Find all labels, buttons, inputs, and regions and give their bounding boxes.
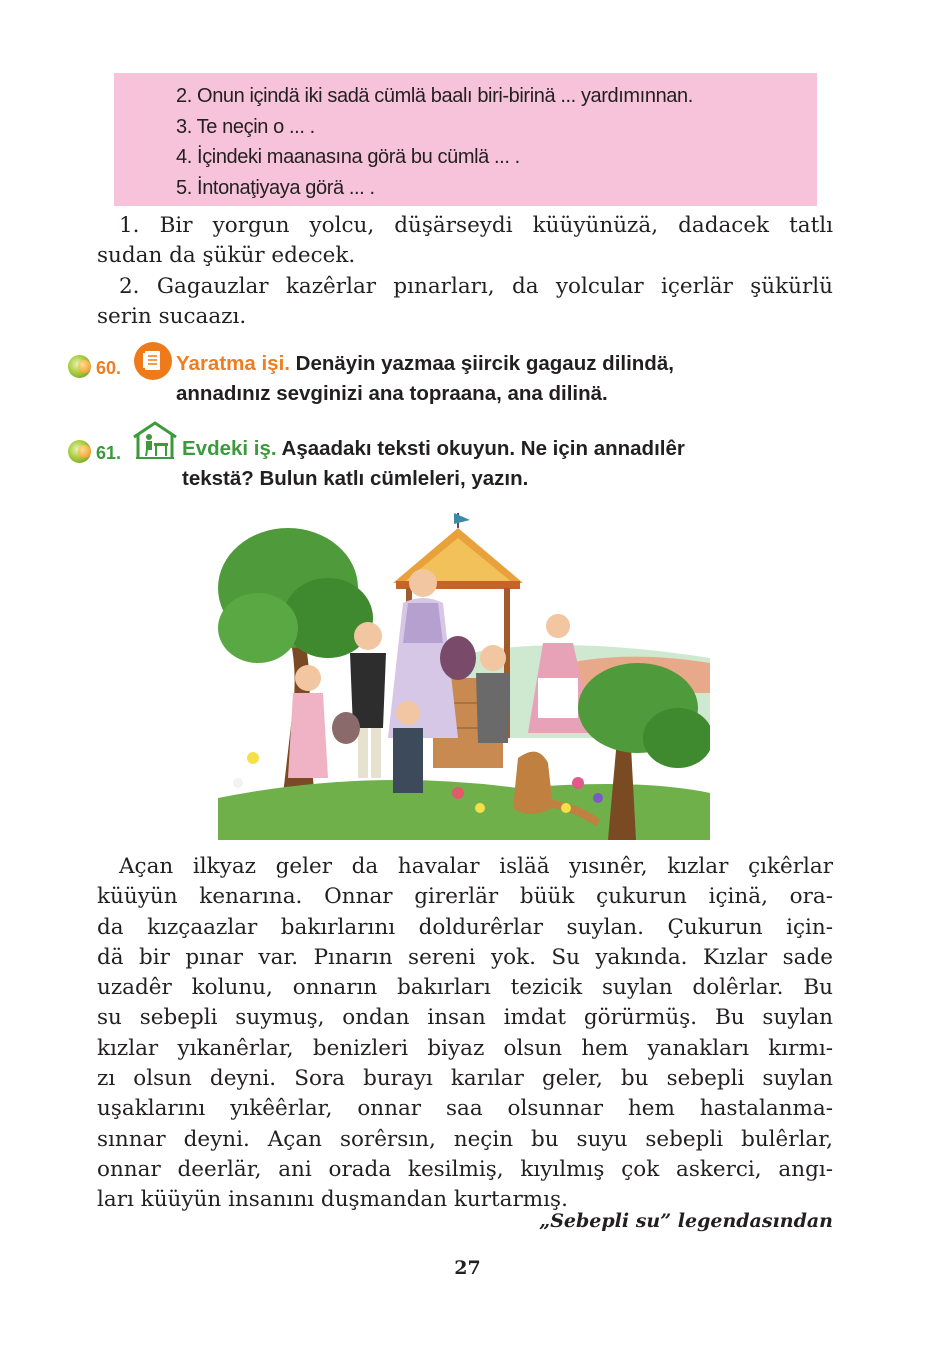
exercise-60-number: 60. [96,358,122,378]
task-list-box [114,73,817,206]
text-line: dä bir pınar var. Pınarın sereni yok. Su yakında. Kızlar sade [97,944,833,970]
exercise-61-text-line-2: tekstä? Bulun katlı cümleleri, yazın. [182,467,529,490]
sentence-2-line-1: 2. Gagauzlar kazêrlar pınarları, da yolcular içerlär şükürlü [119,274,833,299]
homework-icon [131,420,179,460]
page-number: 27 [454,1257,481,1279]
legend-text [97,852,833,1216]
exercise-60-title: Yaratma işi. [176,352,290,375]
text-line: uzadêr kolunu, onnarın bakırları tezicik suylan dolêrlar. Bu [97,975,833,1001]
well-illustration [218,508,710,840]
task-item-2: 2. Onun içindä iki sadä cümlä baalı biri-birinä ... yardımınnan. [176,85,693,107]
sentence-1-line-1: 1. Bir yorgun yolcu, düşärseydi küüyünüzä, dadacek tatlı [119,213,833,238]
exercise-60-heading [176,352,674,376]
sentence-1-line-2: sudan da şükür edecek. [97,243,356,269]
sentence-2 [97,272,833,333]
task-item-5: 5. İntonaţiyaya görä ... . [176,177,375,199]
sentence-2-line-2: serin sucaazı. [97,304,247,330]
exercise-61-bullet-icon [68,440,91,463]
exercise-61-number: 61. [96,443,122,463]
sentence-1 [97,211,833,272]
exercise-60-bullet-icon [68,355,91,378]
text-line: da kızçaazlar bakırlarını doldurêrlar suylan. Çukurun için- [97,914,833,940]
source-citation: „Sebepli su” legendasından [539,1210,833,1232]
task-item-4: 4. İçindeki maanasına görä bu cümlä ... . [176,146,520,168]
text-line: Açan ilkyaz geler da havalar isläă yısınêr, kızlar çıkêrlar [119,854,833,879]
text-line: su sebepli suymuş, ondan insan imdat görürmüş. Bu suylan [97,1005,833,1031]
write-icon [134,342,172,380]
text-line: sınnar deyni. Açan sorêrsın, neçin bu suyu sebepli bulêrlar, [97,1126,833,1152]
exercise-60-text-line-2: annadınız sevginizi ana topraana, ana dilinä. [176,382,608,405]
text-line: kızlar yıkanêrlar, benizleri biyaz olsun hem yanakları kırmı- [97,1035,833,1061]
exercise-60-text: Denäyin yazmaa şiircik gagauz dilindä, [295,352,674,375]
text-line: onnar deerlär, ani orada kesilmiş, kıyılmış çok askerci, angı- [97,1156,833,1182]
text-line: ları küüyün insanını duşmandan kurtarmış. [97,1187,568,1213]
exercise-61-heading [182,437,685,461]
text-line: uşaklarını yıkêêrlar, onnar saa olsunnar hem hastalanma- [97,1096,833,1122]
text-line: küüyün kenarına. Onnar girerlär büük çukurun içinä, ora- [97,884,833,910]
exercise-61-title: Evdeki iş. [182,437,277,460]
text-line: zı olsun deyni. Sora burayı karılar geler, bu sebepli suylan [97,1066,833,1092]
task-item-3: 3. Te neçin o ... . [176,116,315,138]
exercise-61-text: Aşaadakı teksti okuyun. Ne için annadılêr [281,437,685,460]
